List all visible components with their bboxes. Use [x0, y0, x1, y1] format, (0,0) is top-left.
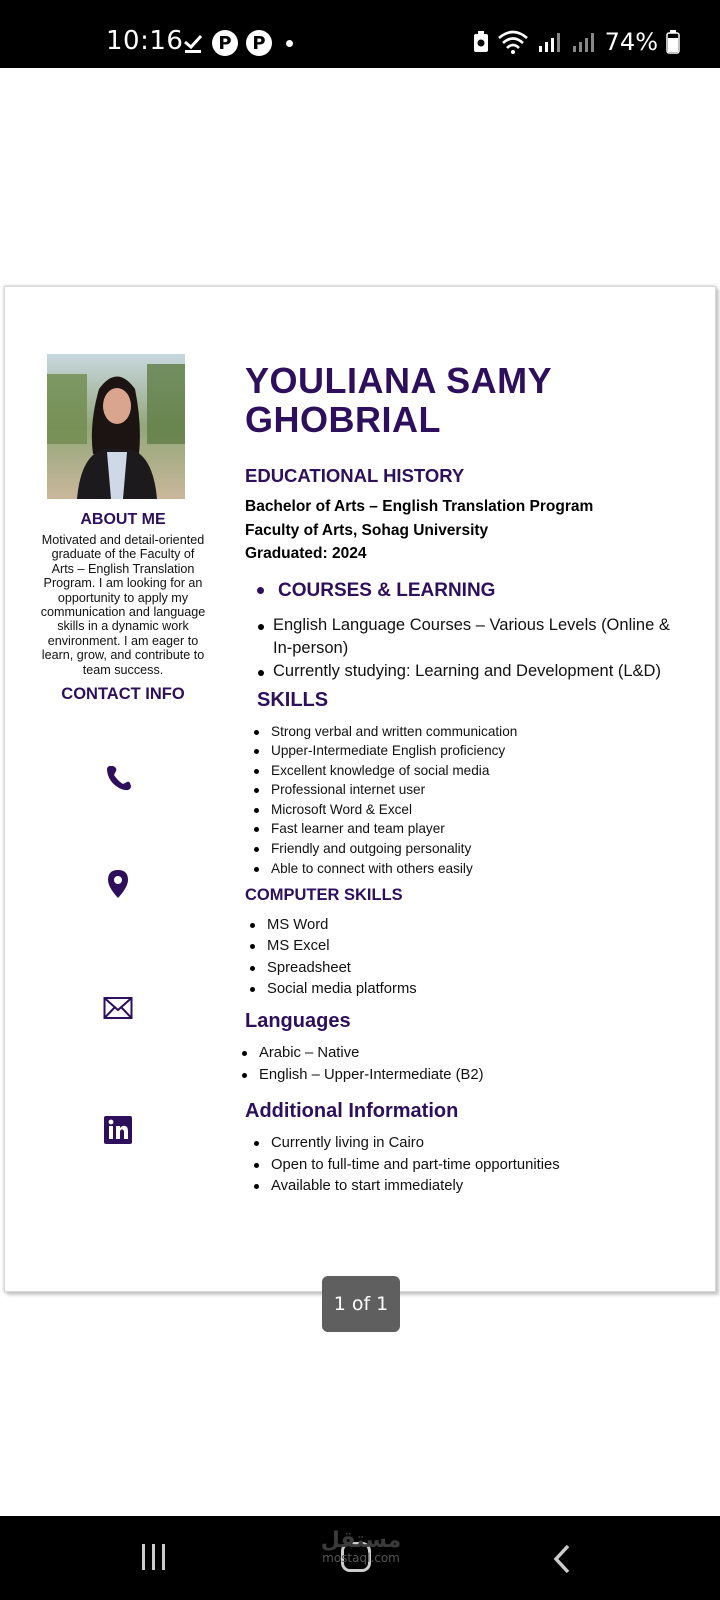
profile-photo — [47, 354, 185, 499]
battery-saver-icon — [473, 31, 489, 53]
watermark-latin: mostaql.com — [322, 1551, 400, 1565]
watermark-logo — [316, 1528, 406, 1565]
degree: Bachelor of Arts – English Translation Program — [245, 498, 594, 515]
list-item: Upper-Intermediate English proficiency — [251, 741, 685, 761]
list-item: Currently studying: Learning and Development (L&D) — [255, 660, 685, 683]
computer-skills-list — [247, 915, 685, 1000]
list-item: Able to connect with others easily — [251, 859, 685, 879]
pinterest-icon: P — [212, 30, 238, 56]
list-item: Open to full-time and part-time opportunities — [251, 1155, 685, 1177]
page-indicator: 1 of 1 — [322, 1276, 400, 1332]
list-item: Spreadsheet — [247, 958, 685, 979]
courses-heading-text: COURSES & LEARNING — [278, 579, 496, 601]
courses-list — [255, 614, 685, 683]
recent-apps-button[interactable] — [142, 1544, 165, 1570]
notification-icons — [182, 30, 293, 56]
list-item: Social media platforms — [247, 979, 685, 1000]
list-item: Available to start immediately — [251, 1176, 685, 1198]
list-item: Currently living in Cairo — [251, 1133, 685, 1155]
signal-icon — [571, 31, 597, 53]
wifi-icon — [497, 30, 529, 54]
watermark-arabic: مستقل — [320, 1528, 402, 1553]
skills-list — [251, 722, 685, 879]
envelope-icon[interactable] — [103, 993, 133, 1023]
location-pin-icon[interactable] — [103, 869, 133, 899]
candidate-name — [245, 361, 685, 439]
battery-percent: 74% — [604, 28, 658, 56]
main-column — [245, 361, 685, 1198]
computer-skills-heading: COMPUTER SKILLS — [245, 886, 403, 905]
pinterest-icon: P — [246, 30, 272, 56]
languages-heading: Languages — [245, 1010, 351, 1033]
languages-list — [239, 1043, 685, 1086]
system-icons — [473, 28, 680, 56]
graduation-year: Graduated: 2024 — [245, 545, 367, 562]
sidebar — [35, 511, 211, 704]
list-item: Microsoft Word & Excel — [251, 800, 685, 820]
resume-page[interactable] — [4, 286, 716, 1292]
list-item: Excellent knowledge of social media — [251, 761, 685, 781]
additional-info-list — [251, 1133, 685, 1198]
back-button[interactable] — [552, 1543, 572, 1575]
education-details — [245, 495, 685, 566]
faculty: Faculty of Arts, Sohag University — [245, 521, 489, 539]
contact-info-heading: CONTACT INFO — [61, 685, 185, 704]
checkmark-icon — [182, 32, 204, 54]
education-heading: EDUCATIONAL HISTORY — [245, 465, 465, 486]
skills-heading: SKILLS — [257, 688, 329, 711]
name-line-1: YOULIANA SAMY — [245, 360, 553, 401]
status-bar — [0, 0, 720, 68]
list-item: MS Excel — [247, 936, 685, 957]
list-item: Friendly and outgoing personality — [251, 839, 685, 859]
additional-info-heading: Additional Information — [245, 1100, 459, 1123]
list-item: Arabic – Native — [239, 1043, 685, 1065]
linkedin-icon[interactable] — [103, 1115, 133, 1145]
signal-icon — [537, 31, 563, 53]
about-me-heading: ABOUT ME — [80, 511, 166, 528]
list-item: English Language Courses – Various Levels (Online & In-person) — [255, 614, 685, 660]
name-line-2: GHOBRIAL — [245, 399, 441, 440]
battery-icon — [666, 30, 680, 54]
list-item: MS Word — [247, 915, 685, 936]
list-item: Fast learner and team player — [251, 819, 685, 839]
bullet-icon — [257, 587, 264, 594]
about-me-text: Motivated and detail-oriented graduate of the Faculty of Arts – English Translation Program. I am looking for an opportunity to apply my communication and language skills in a dynamic work environment. I am eager to learn, grow, and contribute to team success. — [40, 533, 206, 677]
list-item: Strong verbal and written communication — [251, 722, 685, 742]
courses-heading — [257, 580, 685, 602]
list-item: Professional internet user — [251, 780, 685, 800]
list-item: English – Upper-Intermediate (B2) — [239, 1065, 685, 1087]
more-notifications-icon — [286, 40, 293, 47]
phone-icon[interactable] — [103, 763, 133, 793]
status-time: 10:16 — [106, 26, 184, 56]
